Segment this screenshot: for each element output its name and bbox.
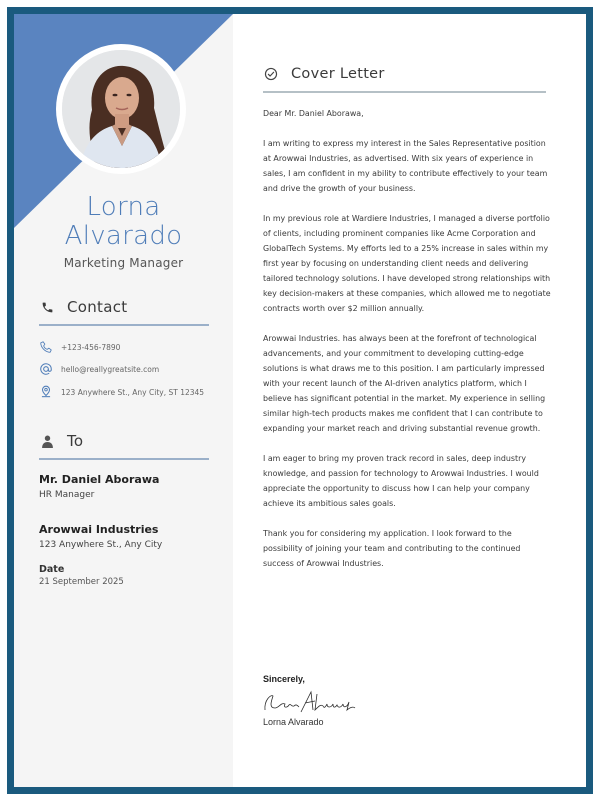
email-address[interactable]: hello@reallygreatsite.com (61, 364, 160, 374)
sidebar (14, 14, 233, 787)
signature-image (261, 686, 361, 718)
date-value: 21 September 2025 (39, 577, 124, 587)
paragraph-5: Thank you for considering my application. I look forward to the possibility of joining your team and contributing to the continued success of Arowwai Industries. (263, 529, 521, 568)
signer-name: Lorna Alvarado (263, 717, 324, 727)
paragraph-4: I am eager to bring my proven track record in sales, deep industry knowledge, and passion for technology to Arowwai Industries. I would appreciate the opportunity to discuss how I can help your company achieve its ambitious sales goals. (263, 454, 539, 508)
profile-photo (62, 50, 180, 168)
check-circle-icon (264, 67, 278, 81)
date-label: Date (39, 564, 65, 575)
street-address: 123 Anywhere St., Any City, ST 12345 (61, 387, 205, 397)
paragraph-2: In my previous role at Wardiere Industries, I managed a diverse portfolio of clients, including prominent companies like Acme Corporation and GlobalTech Systems. My efforts led to a 25% increase in sales within my first year by focusing on understanding client needs and delivering tailored technology solutions. I have developed strong relationships with key decision-makers at these companies, which allowed me to negotiate contracts worth over $2 million annually. (263, 214, 551, 313)
contact-divider (39, 324, 209, 326)
at-sign-icon (39, 362, 53, 376)
cover-letter-page (14, 14, 586, 787)
salutation: Dear Mr. Daniel Aborawa, (263, 109, 364, 118)
contact-heading (39, 292, 209, 322)
paragraph-1: I am writing to express my interest in the Sales Representative position at Arowwai Industries, as advertised. With six years of experience in sales, I am confident in my ability to contribute effectively to your team and drive the growth of your business. (263, 139, 548, 193)
cover-letter-title: Cover Letter (291, 66, 385, 82)
recipient-heading (39, 426, 209, 456)
letter-text (263, 106, 553, 586)
cover-letter-heading (264, 63, 385, 85)
phone-number[interactable]: +123-456-7890 (61, 342, 121, 352)
recipient-heading-text: To (67, 432, 84, 450)
recipient-divider (39, 458, 209, 460)
recipient-address: 123 Anywhere St., Any City (39, 540, 163, 550)
recipient-name: Mr. Daniel Aborawa (39, 473, 160, 486)
cover-letter-divider (263, 91, 546, 93)
closing: Sincerely, (263, 674, 305, 684)
phone-icon (39, 340, 53, 354)
contact-address (39, 384, 204, 400)
profile-photo-frame (56, 44, 186, 174)
user-icon (39, 433, 55, 449)
last-name: Alvarado (64, 221, 183, 251)
location-pin-icon (39, 385, 53, 399)
contact-heading-text: Contact (67, 298, 128, 316)
contact-email (39, 361, 159, 377)
job-title: Marketing Manager (63, 256, 184, 270)
phone-icon (39, 299, 55, 315)
first-name: Lorna (86, 192, 161, 222)
paragraph-3: Arowwai Industries. has always been at the forefront of technological advancements, and your commitment to developing cutting-edge solutions is what draws me to this position. I am particularly impressed with your recent launch of the AI-driven analytics platform, which I believe has significant potential in the market. My experience in selling similar high-tech products makes me confident that I can contribute to expanding your market reach and driving substantial revenue growth. (263, 334, 546, 433)
contact-phone (39, 339, 120, 355)
letter-body (233, 14, 586, 787)
recipient-role: HR Manager (39, 490, 95, 500)
recipient-company: Arowwai Industries (39, 523, 159, 536)
